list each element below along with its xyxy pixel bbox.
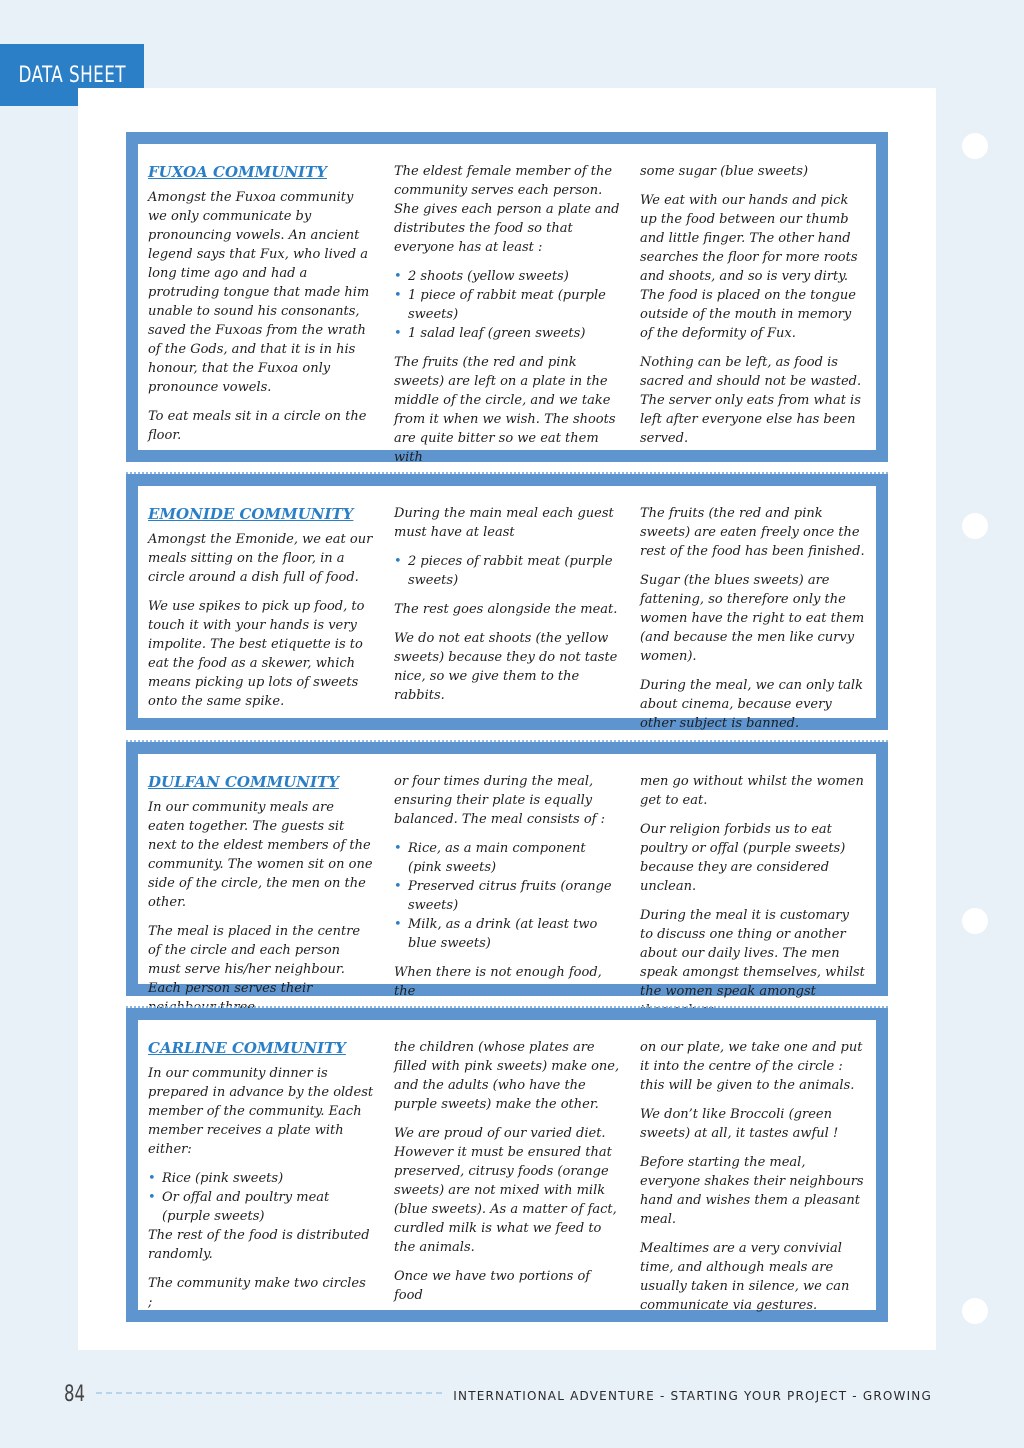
list-item: • 2 pieces of rabbit meat (purple sweets): [394, 552, 620, 590]
emonide-paragraph: The rest goes alongside the meat.: [394, 602, 618, 617]
carline-paragraph: on our plate, we take one and put it into the centre of the circle : this will be given to the animals.: [640, 1040, 863, 1093]
fuxoa-paragraph: some sugar (blue sweets): [640, 164, 809, 179]
fuxoa-col-2: [394, 162, 620, 465]
list-item: • Preserved citrus fruits (orange sweets): [394, 877, 620, 915]
list-item: • 1 piece of rabbit meat (purple sweets): [394, 286, 620, 324]
dulfan-paragraph: Our religion forbids us to eat poultry or offal (purple sweets) because they are considered unclean.: [640, 822, 846, 894]
carline-paragraph: We are proud of our varied diet. However it must be ensured that preserved, citrusy foods (orange sweets) are not mixed with milk (blue sweets). As a matter of fact, curdled milk is what we feed to the animals.: [394, 1126, 617, 1255]
fuxoa-col-3: [640, 162, 866, 446]
footer-running-title: INTERNATIONAL ADVENTURE - STARTING YOUR PROJECT - GROWING: [453, 1389, 932, 1403]
footer-dashed-line: [96, 1392, 442, 1394]
fuxoa-col-1: [148, 162, 374, 443]
fuxoa-paragraph: Nothing can be left, as food is sacred and should not be wasted. The server only eats from what is left after everyone else has been served.: [640, 355, 862, 446]
dulfan-paragraph: or four times during the meal, ensuring their plate is equally balanced. The meal consists of :: [394, 774, 606, 827]
dulfan-col-2: [394, 772, 620, 999]
binder-hole: [962, 513, 988, 539]
dulfan-paragraph: When there is not enough food, the: [394, 965, 602, 999]
list-item: • Milk, as a drink (at least two blue sweets): [394, 915, 620, 953]
carline-paragraph: Mealtimes are a very convivial time, and although meals are usually taken in silence, we can communicate via gestures.: [640, 1241, 850, 1313]
emonide-col-1: [148, 504, 374, 708]
list-item: • 2 shoots (yellow sweets): [394, 267, 620, 286]
fuxoa-list: [394, 267, 620, 343]
carline-col-2: [394, 1038, 620, 1303]
list-item: • Or offal and poultry meat (purple sweets): [148, 1188, 374, 1226]
binder-hole: [962, 133, 988, 159]
dulfan-paragraph: During the meal it is customary to discuss one thing or another about our daily lives. The men speak amongst themselves, whilst the women speak amongst: [640, 908, 865, 999]
carline-col-1: [148, 1038, 374, 1310]
fuxoa-paragraph: The fruits (the red and pink sweets) are left on a plate in the middle of the circle, and we take from it when we wish. The shoots are quite bitter so we eat them with: [394, 355, 616, 465]
page-number: 84: [64, 1382, 85, 1407]
emonide-list: [394, 552, 620, 590]
dulfan-list: [394, 839, 620, 953]
carline-title: CARLINE COMMUNITY: [148, 1039, 346, 1057]
carline-list: [148, 1169, 374, 1226]
binder-hole: [962, 908, 988, 934]
emonide-title: EMONIDE COMMUNITY: [148, 505, 354, 523]
dulfan-title: DULFAN COMMUNITY: [148, 773, 339, 791]
emonide-paragraph: We do not eat shoots (the yellow sweets) because they do not taste nice, so we give them to the rabbits.: [394, 631, 618, 703]
emonide-paragraph: Sugar (the blues sweets) are fattening, so therefore only the women have the right to eat them (and because the men like curvy women).: [640, 573, 865, 664]
list-item: • Rice, as a main component (pink sweets): [394, 839, 620, 877]
fuxoa-card: [126, 132, 888, 465]
dulfan-paragraph: men go without whilst the women get to eat.: [640, 774, 864, 808]
emonide-paragraph: The fruits (the red and pink sweets) are eaten freely once the rest of the food has been finished.: [640, 506, 865, 559]
carline-paragraph: The rest of the food is distributed randomly.: [148, 1228, 370, 1262]
carline-paragraph: the children (whose plates are filled with pink sweets) make one, and the adults (who have the purple sweets) make the other.: [394, 1040, 620, 1112]
carline-paragraph: The community make two circles ;: [148, 1276, 366, 1310]
fuxoa-title: FUXOA COMMUNITY: [148, 163, 327, 181]
carline-paragraph: In our community dinner is prepared in advance by the oldest member of the community. Each member receives a plate with either:: [148, 1066, 374, 1157]
emonide-paragraph: Amongst the Emonide, we eat our meals sitting on the floor, in a circle around a dish full of food.: [148, 532, 373, 585]
dulfan-col-3: [640, 772, 866, 999]
emonide-paragraph: During the main meal each guest must have at least: [394, 506, 614, 540]
carline-paragraph: Once we have two portions of food: [394, 1269, 591, 1303]
dulfan-col-1: [148, 772, 374, 996]
emonide-card: [126, 474, 888, 730]
emonide-paragraph: During the meal, we can only talk about cinema, because every other subject is banned.: [640, 678, 863, 731]
list-item: • 1 salad leaf (green sweets): [394, 324, 620, 343]
carline-col-3: [640, 1038, 866, 1313]
carline-card: [126, 1008, 888, 1322]
carline-paragraph: Before starting the meal, everyone shakes their neighbours hand and wishes them a pleasant meal.: [640, 1155, 864, 1227]
list-item: • Rice (pink sweets): [148, 1169, 374, 1188]
fuxoa-paragraph: To eat meals sit in a circle on the floor.: [148, 409, 367, 443]
data-sheet-tab: DATA SHEET: [0, 44, 144, 106]
binder-hole: [962, 1298, 988, 1324]
emonide-col-3: [640, 504, 866, 731]
fuxoa-paragraph: Amongst the Fuxoa community we only communicate by pronouncing vowels. An ancient legend says that Fux, who lived a long time ago and had a protruding tongue that made him unable to sound his consonants, saved the Fuxoas from the wrath of the Gods, and that it is in his honour, that the Fuxoa only pronounce vowels.: [148, 190, 370, 395]
fuxoa-paragraph: The eldest female member of the community serves each person. She gives each person a plate and distributes the food so that everyone has at least :: [394, 164, 620, 255]
dulfan-card: [126, 742, 888, 999]
fuxoa-paragraph: We eat with our hands and pick up the food between our thumb and little finger. The other hand searches the floor for more roots and shoots, and so is very dirty. The food is placed on the tongue outside of the mouth in memory of the deformity of Fux.: [640, 193, 858, 341]
dulfan-paragraph: In our community meals are eaten together. The guests sit next to the eldest members of the community. The women sit on one side of the circle, the men on the other.: [148, 800, 373, 910]
emonide-paragraph: We use spikes to pick up food, to touch it with your hands is very impolite. The best etiquette is to eat the food as a skewer, which means picking up lots of sweets onto the same spike.: [148, 599, 365, 709]
dulfan-paragraph: The meal is placed in the centre of the circle and each person must serve his/her neighbour. Each person serves their: [148, 924, 361, 996]
carline-paragraph: We don’t like Broccoli (green sweets) at all, it tastes awful !: [640, 1107, 839, 1141]
emonide-col-2: [394, 504, 620, 708]
